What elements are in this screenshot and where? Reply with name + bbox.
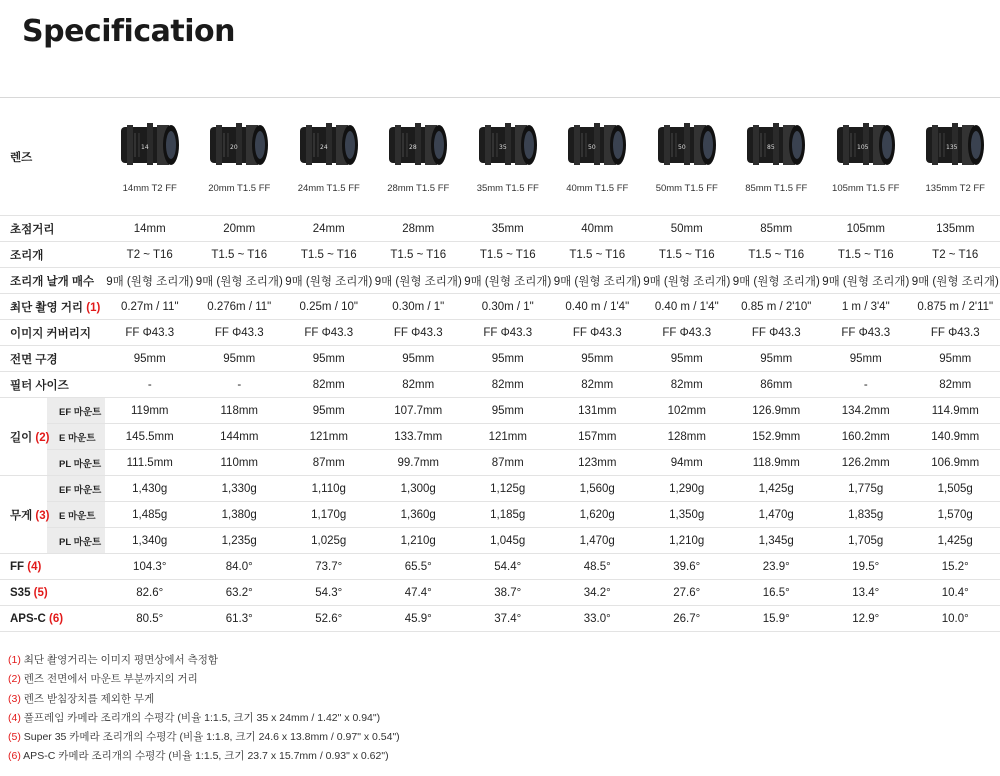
spec-cell: 24mm xyxy=(284,216,374,242)
spec-cell: 95mm xyxy=(642,346,732,372)
row-image-coverage xyxy=(0,320,1000,346)
spec-cell: 84.0° xyxy=(195,554,285,580)
row-angle-apsc xyxy=(0,606,1000,632)
spec-cell: FF Φ43.3 xyxy=(463,320,553,346)
spec-cell: 0.40 m / 1'4" xyxy=(642,294,732,320)
lens-ring-number: 135 xyxy=(946,144,958,151)
spec-cell: 27.6° xyxy=(642,580,732,606)
footnote-ref: (6) xyxy=(48,612,64,625)
spec-cell: 104.3° xyxy=(105,554,195,580)
spec-cell: 152.9mm xyxy=(732,424,822,450)
spec-cell: 15.2° xyxy=(911,554,1000,580)
footnote xyxy=(8,709,400,728)
spec-cell: 118mm xyxy=(195,398,285,424)
spec-cell: 1,485g xyxy=(105,502,195,528)
page-title: Specification xyxy=(22,14,235,49)
spec-cell: 54.4° xyxy=(463,554,553,580)
spec-cell: 14mm xyxy=(105,216,195,242)
row-label xyxy=(0,216,105,242)
spec-cell: 1,210g xyxy=(642,528,732,554)
spec-cell: 48.5° xyxy=(553,554,643,580)
spec-cell: 134.2mm xyxy=(821,398,911,424)
row-weight xyxy=(0,528,1000,554)
row-label xyxy=(0,242,105,268)
spec-cell: 12.9° xyxy=(821,606,911,632)
spec-cell: 0.25m / 10" xyxy=(284,294,374,320)
spec-cell: 28mm xyxy=(374,216,464,242)
footnote xyxy=(8,670,400,689)
spec-cell: 0.30m / 1" xyxy=(463,294,553,320)
spec-cell: 1,560g xyxy=(553,476,643,502)
spec-cell: 10.4° xyxy=(911,580,1000,606)
footnote-number: (1) xyxy=(8,654,21,666)
spec-cell: 61.3° xyxy=(195,606,285,632)
spec-cell: T1.5 ~ T16 xyxy=(195,242,285,268)
spec-cell: 23.9° xyxy=(732,554,822,580)
footnote-text: 렌즈 전면에서 마운트 부분까지의 거리 xyxy=(20,673,198,686)
row-label-lens: 렌즈 xyxy=(0,98,105,216)
lens-image xyxy=(564,119,630,169)
spec-cell: 1 m / 3'4" xyxy=(821,294,911,320)
lens-cell xyxy=(374,98,464,216)
lens-image xyxy=(922,119,988,169)
row-label-text: 초점거리 xyxy=(10,223,55,236)
spec-cell: 1,470g xyxy=(732,502,822,528)
lens-name: 135mm T2 FF xyxy=(925,183,985,194)
mount-label: PL 마운트 xyxy=(47,450,105,476)
lens-cell xyxy=(821,98,911,216)
row-label xyxy=(0,268,105,294)
lens-cell xyxy=(105,98,195,216)
spec-cell: 128mm xyxy=(642,424,732,450)
spec-cell: 85mm xyxy=(732,216,822,242)
row-label xyxy=(0,346,105,372)
spec-cell: 9매 (원형 조리개) xyxy=(732,268,822,294)
spec-cell: 10.0° xyxy=(911,606,1000,632)
spec-cell: 144mm xyxy=(195,424,285,450)
lens-image xyxy=(833,119,899,169)
lens-ring-number: 50 xyxy=(588,144,596,151)
spec-cell: 16.5° xyxy=(732,580,822,606)
spec-table xyxy=(0,97,1000,632)
spec-cell: 135mm xyxy=(911,216,1000,242)
row-label xyxy=(0,372,105,398)
spec-cell: 121mm xyxy=(284,424,374,450)
row-label xyxy=(0,294,105,320)
footnote-ref: (4) xyxy=(27,560,42,573)
row-aperture-blades xyxy=(0,268,1000,294)
spec-cell: 9매 (원형 조리개) xyxy=(463,268,553,294)
footnote-text: 렌즈 받침장치를 제외한 무게 xyxy=(20,692,155,705)
lens-name: 85mm T1.5 FF xyxy=(745,183,808,194)
spec-cell: 157mm xyxy=(553,424,643,450)
row-label-text: 이미지 커버리지 xyxy=(10,327,91,340)
spec-cell: 131mm xyxy=(553,398,643,424)
spec-cell: 1,170g xyxy=(284,502,374,528)
spec-cell: 82.6° xyxy=(105,580,195,606)
spec-cell: 99.7mm xyxy=(374,450,464,476)
spec-cell: 1,360g xyxy=(374,502,464,528)
spec-cell: 110mm xyxy=(195,450,285,476)
spec-cell: FF Φ43.3 xyxy=(553,320,643,346)
spec-cell: FF Φ43.3 xyxy=(642,320,732,346)
lens-image xyxy=(385,119,451,169)
spec-cell: 1,185g xyxy=(463,502,553,528)
row-label-text: 최단 촬영 거리 xyxy=(10,301,84,314)
footnote xyxy=(8,690,400,709)
spec-cell: T2 ~ T16 xyxy=(105,242,195,268)
footnote xyxy=(8,747,400,766)
spec-cell: 35mm xyxy=(463,216,553,242)
lens-name: 50mm T1.5 FF xyxy=(655,183,718,194)
spec-cell: 82mm xyxy=(463,372,553,398)
spec-cell: 0.40 m / 1'4" xyxy=(553,294,643,320)
spec-cell: 95mm xyxy=(732,346,822,372)
footnote-ref: (5) xyxy=(33,586,48,599)
spec-cell: 1,235g xyxy=(195,528,285,554)
spec-cell: 50mm xyxy=(642,216,732,242)
row-label-text: 조리개 xyxy=(10,249,44,262)
spec-cell: - xyxy=(821,372,911,398)
spec-cell: T1.5 ~ T16 xyxy=(553,242,643,268)
lens-name: 20mm T1.5 FF xyxy=(208,183,271,194)
lens-ring-number: 50 xyxy=(677,144,686,151)
spec-cell: 1,570g xyxy=(911,502,1000,528)
spec-cell: 111.5mm xyxy=(105,450,195,476)
spec-cell: 1,330g xyxy=(195,476,285,502)
lens-image xyxy=(475,119,541,169)
spec-cell: 0.85 m / 2'10" xyxy=(732,294,822,320)
spec-cell: T1.5 ~ T16 xyxy=(374,242,464,268)
row-weight xyxy=(0,502,1000,528)
spec-cell: 145.5mm xyxy=(105,424,195,450)
spec-cell: 102mm xyxy=(642,398,732,424)
spec-cell: - xyxy=(195,372,285,398)
lens-image xyxy=(654,119,720,169)
lens-name: 40mm T1.5 FF xyxy=(566,183,629,194)
spec-cell: 1,340g xyxy=(105,528,195,554)
lens-cell xyxy=(732,98,822,216)
spec-cell: T2 ~ T16 xyxy=(911,242,1000,268)
spec-cell: 1,430g xyxy=(105,476,195,502)
spec-cell: 82mm xyxy=(642,372,732,398)
spec-cell: 106.9mm xyxy=(911,450,1000,476)
row-filter-size xyxy=(0,372,1000,398)
mount-label: E 마운트 xyxy=(47,424,105,450)
footnote-text: APS-C 카메라 조리개의 수평각 (비율 1:1.5, 크기 23.7 x 15.7mm / 0.93" x 0.62") xyxy=(20,750,389,763)
spec-cell: T1.5 ~ T16 xyxy=(821,242,911,268)
row-label xyxy=(0,476,50,554)
spec-cell: 105mm xyxy=(821,216,911,242)
spec-cell: 9매 (원형 조리개) xyxy=(642,268,732,294)
row-label-text: APS-C xyxy=(10,612,46,625)
row-focal-length xyxy=(0,216,1000,242)
lens-ring-number: 20 xyxy=(230,144,238,151)
row-length xyxy=(0,450,1000,476)
row-label-text: 필터 사이즈 xyxy=(10,379,69,392)
spec-cell: 95mm xyxy=(911,346,1000,372)
lens-name: 14mm T2 FF xyxy=(122,183,177,194)
spec-cell: 126.2mm xyxy=(821,450,911,476)
footnote-ref: (1) xyxy=(86,301,101,314)
row-min-focus xyxy=(0,294,1000,320)
lens-cell xyxy=(553,98,643,216)
spec-cell: 13.4° xyxy=(821,580,911,606)
spec-cell: 1,835g xyxy=(821,502,911,528)
spec-cell: 82mm xyxy=(911,372,1000,398)
spec-cell: 9매 (원형 조리개) xyxy=(105,268,195,294)
row-label-text: FF xyxy=(10,560,25,573)
lens-cell xyxy=(911,98,1000,216)
spec-cell: 38.7° xyxy=(463,580,553,606)
spec-cell: T1.5 ~ T16 xyxy=(732,242,822,268)
lens-ring-number: 28 xyxy=(409,144,417,151)
lens-ring-number: 24 xyxy=(319,144,328,151)
spec-cell: 39.6° xyxy=(642,554,732,580)
spec-cell: 0.30m / 1" xyxy=(374,294,464,320)
spec-cell: 9매 (원형 조리개) xyxy=(553,268,643,294)
spec-cell: 45.9° xyxy=(374,606,464,632)
spec-cell: 47.4° xyxy=(374,580,464,606)
spec-cell: 1,705g xyxy=(821,528,911,554)
spec-cell: 95mm xyxy=(374,346,464,372)
row-label-text: 조리개 날개 매수 xyxy=(10,275,95,288)
spec-cell: 9매 (원형 조리개) xyxy=(284,268,374,294)
footnote-number: (6) xyxy=(8,750,21,763)
spec-cell: FF Φ43.3 xyxy=(105,320,195,346)
spec-cell: 73.7° xyxy=(284,554,374,580)
mount-label: PL 마운트 xyxy=(47,528,105,554)
lens-cell xyxy=(463,98,553,216)
spec-cell: 119mm xyxy=(105,398,195,424)
footnote-text: 풀프레임 카메라 조리개의 수평각 (비율 1:1.5, 크기 35 x 24mm / 1.42" x 0.94") xyxy=(20,711,381,724)
spec-cell: 37.4° xyxy=(463,606,553,632)
lens-name: 24mm T1.5 FF xyxy=(297,183,360,194)
lens-ring-number: 35 xyxy=(498,144,507,151)
spec-cell: 95mm xyxy=(105,346,195,372)
spec-cell: 95mm xyxy=(284,398,374,424)
mount-label: EF 마운트 xyxy=(47,398,105,424)
spec-cell: 1,045g xyxy=(463,528,553,554)
lens-name: 28mm T1.5 FF xyxy=(387,183,450,194)
spec-cell: 123mm xyxy=(553,450,643,476)
lens-cell xyxy=(195,98,285,216)
row-label xyxy=(0,606,105,632)
footnote-number: (2) xyxy=(8,673,21,686)
row-label-text: 길이 xyxy=(10,431,33,444)
spec-cell: 1,470g xyxy=(553,528,643,554)
spec-cell: FF Φ43.3 xyxy=(732,320,822,346)
footnote xyxy=(8,728,400,747)
lens-cell xyxy=(284,98,374,216)
spec-cell: 86mm xyxy=(732,372,822,398)
spec-cell: 95mm xyxy=(284,346,374,372)
row-label xyxy=(0,320,105,346)
spec-cell: 1,025g xyxy=(284,528,374,554)
spec-cell: 82mm xyxy=(553,372,643,398)
spec-cell: 0.875 m / 2'11" xyxy=(911,294,1000,320)
spec-cell: 1,380g xyxy=(195,502,285,528)
lens-row xyxy=(0,98,1000,216)
footnote-ref: (2) xyxy=(35,431,50,444)
spec-cell: T1.5 ~ T16 xyxy=(642,242,732,268)
row-aperture xyxy=(0,242,1000,268)
row-angle-s35 xyxy=(0,580,1000,606)
spec-cell: 95mm xyxy=(463,398,553,424)
spec-cell: 9매 (원형 조리개) xyxy=(911,268,1000,294)
spec-cell: 0.27m / 11" xyxy=(105,294,195,320)
lens-cell xyxy=(642,98,732,216)
spec-cell: 82mm xyxy=(374,372,464,398)
spec-cell: FF Φ43.3 xyxy=(374,320,464,346)
footnote-number: (5) xyxy=(8,731,21,744)
spec-cell: 107.7mm xyxy=(374,398,464,424)
spec-cell: 121mm xyxy=(463,424,553,450)
row-label xyxy=(0,554,105,580)
row-length xyxy=(0,424,1000,450)
spec-cell: 15.9° xyxy=(732,606,822,632)
spec-cell: 126.9mm xyxy=(732,398,822,424)
spec-cell: 65.5° xyxy=(374,554,464,580)
row-weight xyxy=(0,476,1000,502)
row-angle-ff xyxy=(0,554,1000,580)
spec-cell: 94mm xyxy=(642,450,732,476)
spec-cell: 52.6° xyxy=(284,606,374,632)
row-label-text: 무게 xyxy=(10,509,33,522)
lens-ring-number: 105 xyxy=(856,144,869,151)
spec-cell: 0.276m / 11" xyxy=(195,294,285,320)
spec-cell: 1,110g xyxy=(284,476,374,502)
footnote xyxy=(8,651,400,670)
spec-cell: 95mm xyxy=(553,346,643,372)
spec-cell: 1,290g xyxy=(642,476,732,502)
spec-cell: 118.9mm xyxy=(732,450,822,476)
spec-cell: - xyxy=(105,372,195,398)
spec-cell: FF Φ43.3 xyxy=(821,320,911,346)
spec-cell: 87mm xyxy=(284,450,374,476)
spec-cell: 114.9mm xyxy=(911,398,1000,424)
footnote-text: Super 35 카메라 조리개의 수평각 (비율 1:1.8, 크기 24.6 x 13.8mm / 0.97" x 0.54") xyxy=(20,731,400,744)
spec-cell: 40mm xyxy=(553,216,643,242)
spec-cell: 20mm xyxy=(195,216,285,242)
lens-image xyxy=(296,119,362,169)
spec-cell: 1,300g xyxy=(374,476,464,502)
row-label xyxy=(0,398,50,476)
spec-cell: 33.0° xyxy=(553,606,643,632)
spec-cell: FF Φ43.3 xyxy=(195,320,285,346)
row-length xyxy=(0,398,1000,424)
row-front-diameter xyxy=(0,346,1000,372)
lens-name: 105mm T1.5 FF xyxy=(832,183,900,194)
spec-cell: 1,775g xyxy=(821,476,911,502)
spec-cell: T1.5 ~ T16 xyxy=(284,242,374,268)
spec-cell: 1,345g xyxy=(732,528,822,554)
footnote-number: (4) xyxy=(8,711,21,724)
footnotes xyxy=(8,651,400,767)
spec-cell: 54.3° xyxy=(284,580,374,606)
spec-cell: 1,425g xyxy=(911,528,1000,554)
spec-cell: FF Φ43.3 xyxy=(284,320,374,346)
spec-cell: 1,425g xyxy=(732,476,822,502)
spec-cell: 82mm xyxy=(284,372,374,398)
lens-image xyxy=(743,119,809,169)
spec-cell: 1,210g xyxy=(374,528,464,554)
spec-cell: 140.9mm xyxy=(911,424,1000,450)
spec-cell: 80.5° xyxy=(105,606,195,632)
lens-ring-number: 14 xyxy=(140,144,149,151)
spec-cell: 63.2° xyxy=(195,580,285,606)
row-label-text: S35 xyxy=(10,586,31,599)
spec-cell: 160.2mm xyxy=(821,424,911,450)
spec-cell: 87mm xyxy=(463,450,553,476)
spec-cell: 1,125g xyxy=(463,476,553,502)
mount-label: E 마운트 xyxy=(47,502,105,528)
spec-cell: 95mm xyxy=(463,346,553,372)
footnote-ref: (3) xyxy=(35,509,50,522)
spec-cell: 95mm xyxy=(821,346,911,372)
row-label-text: 전면 구경 xyxy=(10,353,58,366)
footnote-number: (3) xyxy=(8,692,21,705)
spec-cell: 9매 (원형 조리개) xyxy=(195,268,285,294)
lens-image xyxy=(117,119,183,169)
spec-cell: 1,350g xyxy=(642,502,732,528)
lens-name: 35mm T1.5 FF xyxy=(476,183,539,194)
row-label xyxy=(0,580,105,606)
spec-cell: 1,505g xyxy=(911,476,1000,502)
spec-cell: 95mm xyxy=(195,346,285,372)
lens-ring-number: 85 xyxy=(767,144,775,151)
footnote-text: 최단 촬영거리는 이미지 평면상에서 측정함 xyxy=(20,654,219,666)
spec-cell: 133.7mm xyxy=(374,424,464,450)
spec-cell: 9매 (원형 조리개) xyxy=(821,268,911,294)
spec-cell: 19.5° xyxy=(821,554,911,580)
spec-cell: 1,620g xyxy=(553,502,643,528)
spec-cell: FF Φ43.3 xyxy=(911,320,1000,346)
spec-cell: T1.5 ~ T16 xyxy=(463,242,553,268)
spec-cell: 34.2° xyxy=(553,580,643,606)
spec-cell: 26.7° xyxy=(642,606,732,632)
mount-label: EF 마운트 xyxy=(47,476,105,502)
lens-image xyxy=(206,119,272,169)
spec-cell: 9매 (원형 조리개) xyxy=(374,268,464,294)
